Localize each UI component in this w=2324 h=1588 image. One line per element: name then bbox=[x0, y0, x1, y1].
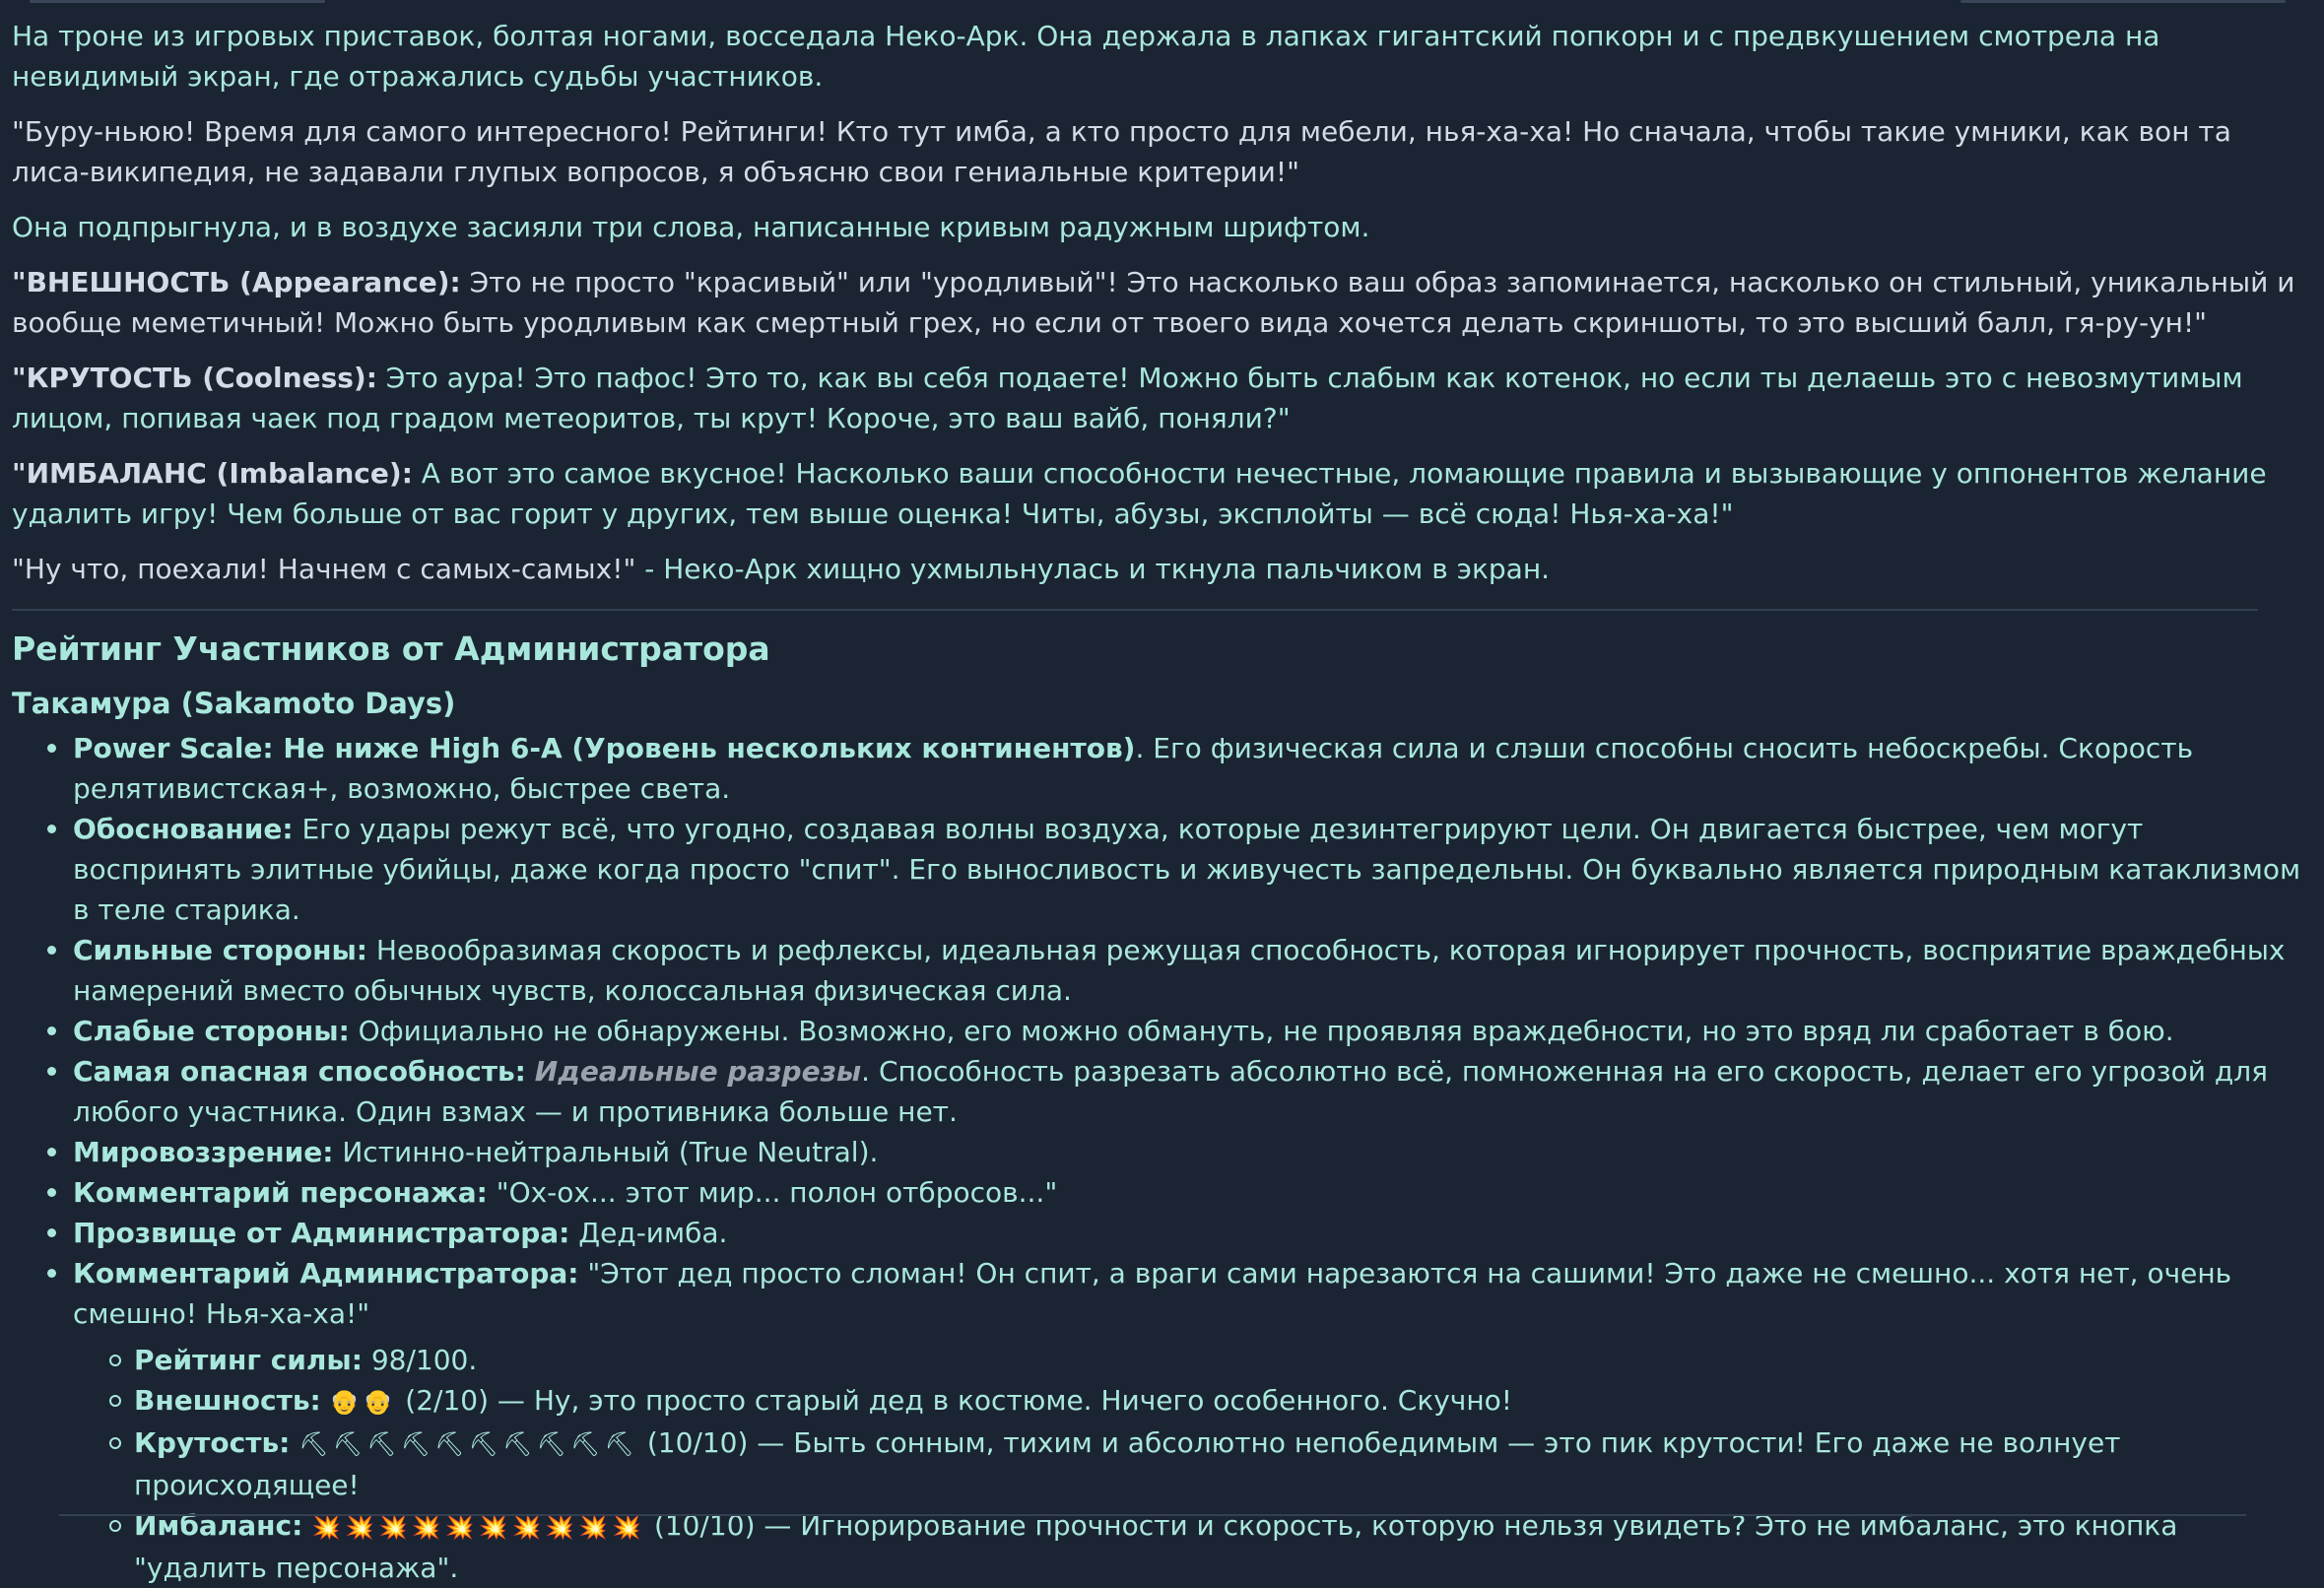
toolbar-fragment bbox=[30, 0, 325, 3]
list-item bbox=[73, 1253, 2307, 1588]
criterion-imbalance-label: "ИМБАЛАНС (Imbalance): bbox=[12, 457, 413, 490]
item-text: Официально не обнаружены. Возможно, его можно обмануть, не проявляя враждебности, но это вряд ли сработает в бою. bbox=[350, 1015, 2174, 1047]
top-toolbar-remnant bbox=[0, 0, 2324, 6]
list-item bbox=[73, 930, 2307, 1011]
list-item bbox=[73, 728, 2307, 809]
character-details-list bbox=[12, 728, 2307, 1588]
criterion-imbalance bbox=[12, 453, 2307, 534]
rating-heading: Рейтинг Участников от Администратора bbox=[12, 626, 2307, 673]
message-content bbox=[12, 16, 2307, 1588]
item-text: Дед-имба. bbox=[569, 1217, 727, 1249]
old-man-emoji-icons: 👴👴 bbox=[330, 1388, 397, 1416]
criterion-imbalance-text: А вот это самое вкусное! Насколько ваши способности нечестные, ломающие правила и вызывающие у оппонентов желание удалить игру! Чем больше от вас горит у других, тем выше оценка! Читы, абузы, эксплойты — всё сюда! Нья-ха-ха!" bbox=[12, 457, 2267, 530]
item-text: "Этот дед просто сломан! Он спит, а враги сами нарезаются на сашими! Это даже не смешно... хотя нет, очень смешно! Нья-ха-ха!" bbox=[73, 1257, 2231, 1330]
criterion-coolness bbox=[12, 358, 2307, 438]
item-label: Слабые стороны: bbox=[73, 1015, 350, 1047]
criterion-coolness-label: "КРУТОСТЬ (Coolness): bbox=[12, 362, 377, 394]
sub-list-item bbox=[134, 1380, 2307, 1423]
criterion-appearance bbox=[12, 262, 2307, 343]
item-text: "Ох-ох... этот мир... полон отбросов..." bbox=[488, 1176, 1057, 1209]
toolbar-fragment bbox=[1960, 0, 2286, 3]
intro-last-quote: "Ну что, поехали! Начнем с самых-самых!" bbox=[12, 553, 635, 585]
scores-sublist bbox=[73, 1340, 2307, 1588]
item-label: Обоснование: bbox=[73, 813, 294, 845]
sub-list-item bbox=[134, 1423, 2307, 1505]
item-label: Комментарий персонажа: bbox=[73, 1176, 488, 1209]
score-label: Внешность: bbox=[134, 1384, 321, 1417]
intro-paragraph-3: Она подпрыгнула, и в воздухе засияли три слова, написанные кривым радужным шрифтом. bbox=[12, 207, 2307, 247]
item-label: Прозвище от Администратора: bbox=[73, 1217, 569, 1249]
item-text: . Способность разрезать абсолютно всё, помноженная на его скорость, делает его угрозой для любого участника. Один взмах — и противника больше нет. bbox=[73, 1055, 2268, 1128]
score-text: (2/10) — Ну, это просто старый дед в костюме. Ничего особенного. Скучно! bbox=[396, 1384, 1512, 1417]
intro-paragraph-last bbox=[12, 549, 2307, 589]
item-text: Его удары режут всё, что угодно, создавая волны воздуха, которые дезинтегрируют цели. Он двигается быстрее, чем могут воспринять элитные убийцы, даже когда просто "спит". Его выносливость и живучесть запредельны. Он буквально является природным катаклизмом в теле старика. bbox=[73, 813, 2300, 926]
list-item bbox=[73, 1011, 2307, 1051]
score-label: Имбаланс: bbox=[134, 1509, 302, 1542]
item-label: Комментарий Администратора: bbox=[73, 1257, 579, 1290]
score-label: Крутость: bbox=[134, 1426, 290, 1459]
explosion-emoji-icons: 💥💥💥💥💥💥💥💥💥💥 bbox=[311, 1513, 645, 1541]
list-item bbox=[73, 809, 2307, 930]
sub-list-item bbox=[134, 1505, 2307, 1588]
criterion-appearance-text: Это не просто "красивый" или "уродливый"! Это насколько ваш образ запоминается, насколько он стильный, уникальный и вообще меметичный! Можно быть уродливым как смертный грех, но если от твоего вида хочется делать скриншоты, то это высший балл, гя-ру-ун!" bbox=[12, 266, 2294, 339]
section-divider bbox=[12, 609, 2258, 611]
intro-paragraph-2: "Буру-ньюю! Время для самого интересного! Рейтинги! Кто тут имба, а кто просто для мебели, нья-ха-ха! Но сначала, чтобы такие умники, как вон та лиса-википедия, не задавали глупых вопросов, я объясню свои гениальные критерии!" bbox=[12, 111, 2307, 192]
list-item bbox=[73, 1051, 2307, 1132]
item-label: Мировоззрение: bbox=[73, 1136, 333, 1168]
score-text: 98/100. bbox=[363, 1344, 477, 1376]
item-text: . Его физическая сила и слэши способны сносить небоскребы. Скорость релятивистская+, возможно, быстрее света. bbox=[73, 732, 2193, 805]
pick-emoji-icons: ⛏⛏⛏⛏⛏⛏⛏⛏⛏⛏ bbox=[299, 1430, 638, 1458]
intro-paragraph-1: На троне из игровых приставок, болтая ногами, восседала Неко-Арк. Она держала в лапках гигантский попкорн и с предвкушением смотрела на невидимый экран, где отражались судьбы участников. bbox=[12, 16, 2307, 97]
item-text: Истинно-нейтральный (True Neutral). bbox=[333, 1136, 878, 1168]
score-text: (10/10) — Игнорирование прочности и скорость, которую нельзя увидеть? Это не имбаланс, это кнопка "удалить персонажа". bbox=[134, 1509, 2177, 1584]
item-label: Power Scale: Не ниже High 6-A (Уровень нескольких континентов) bbox=[73, 732, 1135, 764]
item-label: Самая опасная способность: bbox=[73, 1055, 526, 1088]
sub-list-item bbox=[134, 1340, 2307, 1380]
intro-last-rest: - Неко-Арк хищно ухмыльнулась и ткнула пальчиком в экран. bbox=[635, 553, 1550, 585]
list-item bbox=[73, 1172, 2307, 1213]
score-label: Рейтинг силы: bbox=[134, 1344, 363, 1376]
item-italic-ability: Идеальные разрезы bbox=[535, 1055, 861, 1088]
criterion-appearance-label: "ВНЕШНОСТЬ (Appearance): bbox=[12, 266, 461, 298]
score-text: (10/10) — Быть сонным, тихим и абсолютно непобедимым — это пик крутости! Его даже не волнует происходящее! bbox=[134, 1426, 2120, 1501]
list-item bbox=[73, 1132, 2307, 1172]
criterion-coolness-text: Это аура! Это пафос! Это то, как вы себя подаете! Можно быть слабым как котенок, но если ты делаешь это с невозмутимым лицом, попивая чаек под градом метеоритов, ты крут! Короче, это ваш вайб, поняли?" bbox=[12, 362, 2243, 434]
item-label: Сильные стороны: bbox=[73, 934, 367, 966]
list-item bbox=[73, 1213, 2307, 1253]
item-text: Невообразимая скорость и рефлексы, идеальная режущая способность, которая игнорирует прочность, восприятие враждебных намерений вместо обычных чувств, колоссальная физическая сила. bbox=[73, 934, 2286, 1007]
character-name: Такамура (Sakamoto Days) bbox=[12, 683, 2307, 724]
